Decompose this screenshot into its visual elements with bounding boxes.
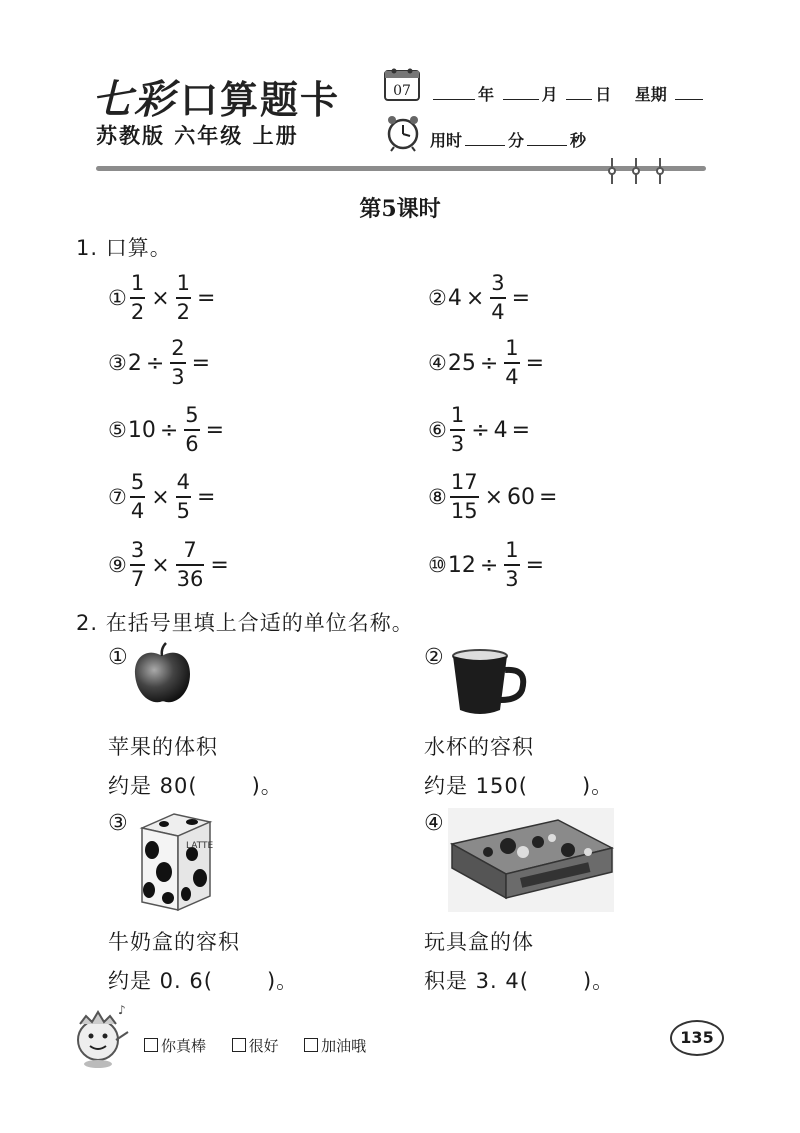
operator: ÷ [145, 350, 165, 376]
problem-number: ⑥ [428, 418, 447, 442]
problem-number: ② [428, 286, 447, 310]
item-3-description: 牛奶盒的容积 [108, 930, 240, 954]
checkbox[interactable] [304, 1038, 318, 1052]
operator: ÷ [479, 350, 499, 376]
equals-sign: = [511, 285, 531, 311]
problem-number: ⑧ [428, 485, 447, 509]
question-1-title: 1. 口算。 [76, 236, 172, 260]
operator: ÷ [479, 552, 499, 578]
question-2-title: 2. 在括号里填上合适的单位名称。 [76, 611, 414, 635]
fraction: $\frac{4}{5}$ [176, 470, 191, 523]
mascot-icon [70, 1002, 134, 1074]
problem-4 [428, 337, 548, 389]
fraction: $\frac{1}{4}$ [505, 336, 519, 389]
item-2-answer-line: 约是 150( )。 [424, 774, 614, 798]
problem-8 [428, 471, 561, 523]
item-1-description: 苹果的体积 [108, 735, 218, 759]
problem-3 [108, 337, 214, 389]
problem-number: ④ [428, 351, 447, 375]
whole-number: 10 [127, 417, 156, 443]
cup-image [450, 648, 530, 722]
equals-sign: = [539, 484, 558, 510]
item-1-answer-line: 约是 80( )。 [108, 774, 283, 798]
operator: × [484, 484, 503, 510]
whole-number: 60 [507, 484, 535, 510]
checkbox[interactable] [232, 1038, 246, 1052]
divider-rings-icon [604, 158, 674, 192]
page-number: 135 [670, 1020, 724, 1056]
fraction: $\frac{5}{6}$ [185, 403, 199, 456]
item-number: ② [424, 645, 444, 670]
operator: ÷ [471, 417, 490, 443]
time-used-label: 用时 [430, 131, 463, 150]
time-seconds-label: 秒 [570, 131, 587, 150]
self-evaluation [144, 1035, 366, 1056]
equals-sign: = [525, 552, 545, 578]
fraction: $\frac{7}{36}$ [176, 538, 204, 591]
problem-number: ⑨ [108, 553, 127, 577]
toy-box-image [448, 808, 614, 916]
operator: ÷ [159, 417, 179, 443]
problem-9 [108, 539, 233, 591]
operator: × [151, 484, 170, 510]
fraction: $\frac{3}{7}$ [130, 538, 145, 591]
lesson-title: 第5课时 [359, 196, 441, 222]
date-line [430, 82, 706, 105]
equals-sign: = [191, 350, 211, 376]
problem-6 [428, 404, 534, 456]
date-year-label: 年 [478, 85, 495, 104]
calendar-icon [383, 66, 421, 106]
time-used-line [430, 128, 586, 151]
item-2-description: 水杯的容积 [424, 735, 534, 759]
item-number: ③ [108, 811, 128, 836]
item-number: ④ [424, 811, 444, 836]
problem-7 [108, 471, 219, 523]
item-number: ① [108, 645, 128, 670]
edition-subtitle: 苏教版 六年级 上册 [96, 124, 299, 148]
check-label-keep-going: 加油哦 [321, 1037, 367, 1055]
fraction: $\frac{17}{15}$ [450, 470, 478, 523]
problem-number: ⑤ [108, 418, 127, 442]
fraction: $\frac{3}{4}$ [491, 271, 505, 324]
fraction: $\frac{2}{3}$ [171, 336, 185, 389]
operator: × [151, 285, 170, 311]
whole-number: 25 [447, 350, 476, 376]
operator: × [151, 552, 170, 578]
fraction: $\frac{1}{3}$ [505, 538, 519, 591]
fraction: $\frac{5}{4}$ [130, 470, 145, 523]
problem-2 [428, 272, 534, 324]
whole-number: 4 [447, 285, 462, 311]
item-4-description: 玩具盒的体 [424, 930, 534, 954]
equals-sign: = [525, 350, 545, 376]
checkbox[interactable] [144, 1038, 158, 1052]
calendar-day: 07 [393, 83, 411, 99]
item-3-answer-line: 约是 0. 6( )。 [108, 969, 299, 993]
date-weekday-label: 星期 [634, 85, 667, 104]
svg-text:♪: ♪ [118, 1003, 126, 1017]
equals-sign: = [197, 484, 216, 510]
brand-logo [92, 68, 340, 125]
carton-brand-text: LATTE [186, 841, 214, 851]
whole-number: 12 [447, 552, 476, 578]
equals-sign: = [197, 285, 216, 311]
whole-number: 4 [493, 417, 508, 443]
problem-number: ⑩ [428, 553, 447, 577]
check-label-good: 很好 [248, 1037, 279, 1055]
date-month-label: 月 [541, 85, 558, 104]
milk-carton-image [134, 808, 218, 918]
problem-1 [108, 272, 219, 324]
equals-sign: = [205, 417, 225, 443]
equals-sign: = [511, 417, 531, 443]
problem-10 [428, 539, 548, 591]
operator: × [465, 285, 485, 311]
problem-number: ③ [108, 351, 127, 375]
alarm-clock-icon [383, 112, 423, 156]
apple-image [130, 642, 194, 710]
problem-5 [108, 404, 228, 456]
item-4-answer-line: 积是 3. 4( )。 [424, 969, 615, 993]
problem-number: ① [108, 286, 127, 310]
problem-number: ⑦ [108, 485, 127, 509]
fraction: $\frac{1}{2}$ [176, 271, 191, 324]
check-label-great: 你真棒 [161, 1037, 207, 1055]
fraction: $\frac{1}{2}$ [130, 271, 145, 324]
brand-calligraphy: 七彩 [92, 76, 176, 123]
fraction: $\frac{1}{3}$ [450, 403, 465, 456]
brand-title: 口算题卡 [180, 77, 341, 122]
time-minutes-label: 分 [508, 131, 525, 150]
equals-sign: = [210, 552, 229, 578]
whole-number: 2 [127, 350, 142, 376]
date-day-label: 日 [595, 85, 612, 104]
